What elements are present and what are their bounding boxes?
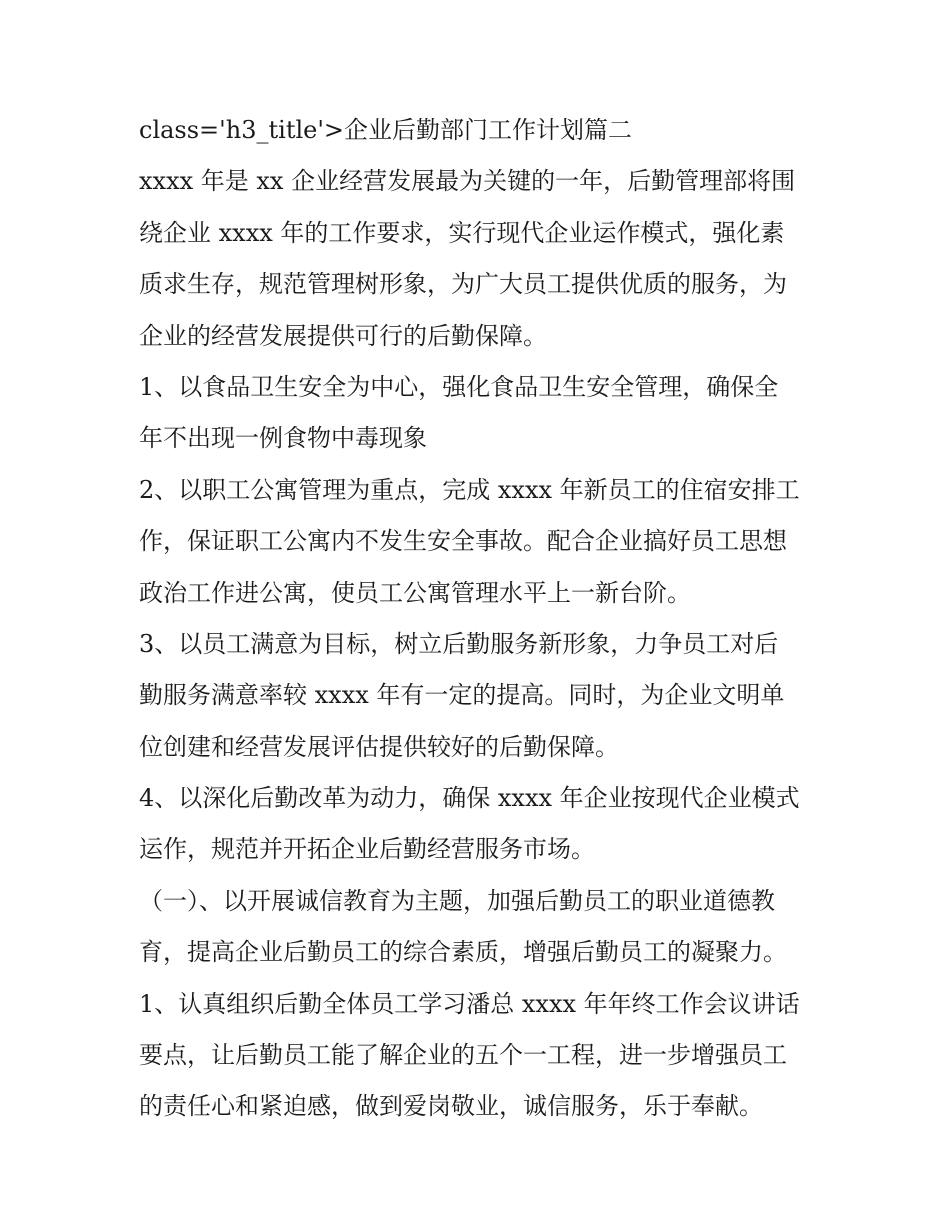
text-line: xxxx 年是 xx 企业经营发展最为关键的一年，后勤管理部将围 xyxy=(139,167,796,196)
text-line: 位创建和经营发展评估提供较好的后勤保障。 xyxy=(139,732,619,761)
text-line: 1、以食品卫生安全为中心，强化食品卫生安全管理，确保全 xyxy=(139,372,779,401)
document-body xyxy=(139,105,819,1133)
text-line: 要点，让后勤员工能了解企业的五个一工程，进一步增强员工 xyxy=(139,1041,787,1070)
text-line: 年不出现一例食物中毒现象 xyxy=(139,424,427,453)
text-line: 政治工作进公寓，使员工公寓管理水平上一新台阶。 xyxy=(139,578,691,607)
text-line: 育，提高企业后勤员工的综合素质，增强后勤员工的凝聚力。 xyxy=(139,938,787,967)
text-line: 3、以员工满意为目标，树立后勤服务新形象，力争员工对后 xyxy=(139,629,779,658)
section-title: class='h3_title'>企业后勤部门工作计划篇二 xyxy=(139,116,633,144)
text-line: 1、认真组织后勤全体员工学习潘总 xxxx 年年终工作会议讲话 xyxy=(139,989,800,1018)
text-line: 2、以职工公寓管理为重点，完成 xxxx 年新员工的住宿安排工 xyxy=(139,475,800,504)
text-line: 运作，规范并开拓企业后勤经营服务市场。 xyxy=(139,835,595,864)
text-line: 绕企业 xxxx 年的工作要求，实行现代企业运作模式，强化素 xyxy=(139,218,785,247)
text-line: 4、以深化后勤改革为动力，确保 xxxx 年企业按现代企业模式 xyxy=(139,784,800,813)
text-line: 作，保证职工公寓内不发生安全事故。配合企业搞好员工思想 xyxy=(139,527,787,556)
text-line: （一）、以开展诚信教育为主题，加强后勤员工的职业道德教 xyxy=(139,886,775,915)
text-line: 企业的经营发展提供可行的后勤保障。 xyxy=(139,321,547,350)
text-line: 勤服务满意率较 xxxx 年有一定的提高。同时，为企业文明单 xyxy=(139,681,785,710)
text-line: 的责任心和紧迫感，做到爱岗敬业，诚信服务，乐于奉献。 xyxy=(139,1092,763,1121)
text-line: 质求生存，规范管理树形象，为广大员工提供优质的服务，为 xyxy=(139,270,787,299)
